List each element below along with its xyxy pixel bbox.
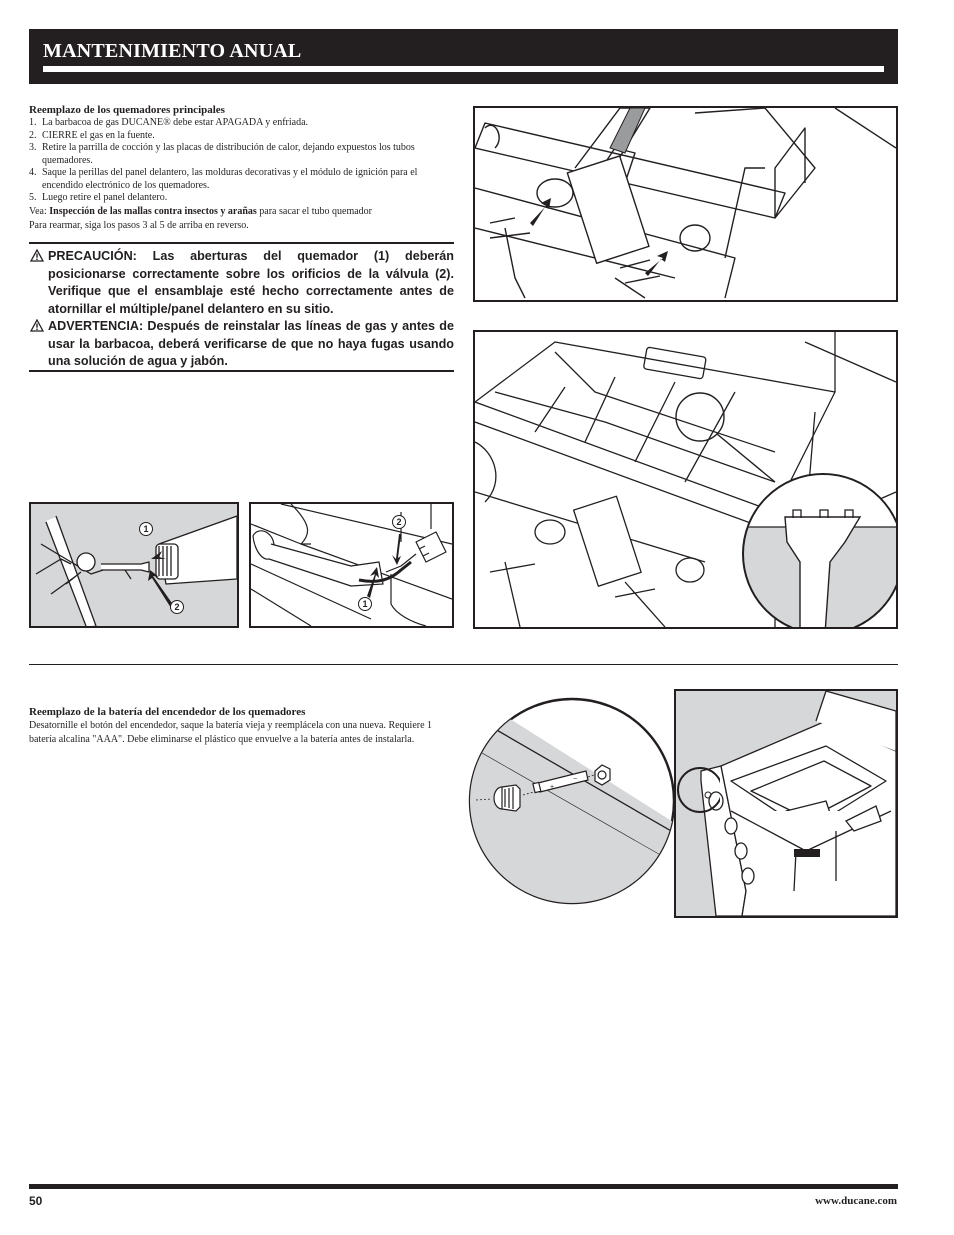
reassemble-note: Para rearmar, siga los pasos 3 al 5 de arriba en reverso. xyxy=(29,219,249,231)
burner-removal-drawing xyxy=(475,108,896,300)
callout-2: 2 xyxy=(392,515,406,529)
burner-removal-illustration xyxy=(473,106,898,302)
list-item: 3. Retire la parrilla de cocción y las placas de distribución de calor, dejando expuestos los tubos quemadores. xyxy=(29,142,415,166)
leak-warning-note: ADVERTENCIA: Después de reinstalar las líneas de gas y antes de usar la barbacoa, deberá verificarse de que no haya fugas usando una solución de agua y jabón. xyxy=(29,318,454,371)
battery-zoom-locator xyxy=(660,760,720,820)
list-item: 2. CIERRE el gas en la fuente. xyxy=(29,129,155,141)
burner-position-illustration xyxy=(473,330,898,629)
battery-plus-glyph: + xyxy=(550,784,555,791)
footer-url: www.ducane.com xyxy=(815,1195,897,1207)
battery-section-title: Reemplazo de la batería del encendedor de los quemadores xyxy=(29,706,306,718)
igniter-electrode-illustration xyxy=(249,502,454,628)
battery-zoom-illustration xyxy=(468,685,678,915)
warning-triangle-icon xyxy=(30,319,44,332)
warning-box xyxy=(29,242,454,372)
list-item: 5. Luego retire el panel delantero. xyxy=(29,192,168,203)
valve-orifice-drawing xyxy=(31,504,237,626)
battery-instructions: Desatornille el botón del encendedor, saque la batería vieja y reemplácela con una nueva. Requiere 1 batería alcalina "AAA". Debe eliminarse el plástico que envuelve a la batería antes de instalarla. xyxy=(29,720,433,745)
caution-note: PRECAUCIÓN: Las aberturas del quemador (1) deberán posicionarse correctamente sobre los orificios de la válvula (2). Verifique que el ensamblaje esté hecho correctamente antes de atornillar el múltiple/panel delantero en su sitio. xyxy=(29,248,454,318)
warning-triangle-icon xyxy=(30,249,44,262)
see-reference: Vea: Inspección de las mallas contra insectos y arañas para sacar el tubo quemador xyxy=(29,205,373,217)
burner-section-title: Reemplazo de los quemadores principales xyxy=(29,104,225,116)
section-divider xyxy=(29,664,898,665)
battery-replacement-section xyxy=(29,705,454,746)
igniter-electrode-drawing xyxy=(251,504,452,626)
page-title: MANTENIMIENTO ANUAL xyxy=(43,40,302,62)
burner-steps-list xyxy=(29,117,454,205)
callout-1: 1 xyxy=(358,597,372,611)
valve-orifice-illustration xyxy=(29,502,239,628)
header-rule xyxy=(43,66,884,72)
footer-bar xyxy=(29,1184,898,1189)
header-bar xyxy=(29,29,898,84)
burner-replacement-section xyxy=(29,103,454,232)
page-number: 50 xyxy=(29,1194,43,1208)
burner-position-drawing xyxy=(475,332,896,627)
callout-2: 2 xyxy=(170,600,184,614)
list-item: 1. La barbacoa de gas DUCANE® debe estar APAGADA y enfriada. xyxy=(29,117,309,128)
callout-1: 1 xyxy=(139,522,153,536)
list-item: 4. Saque la perillas del panel delantero, las molduras decorativas y el módulo de ignición para el encendido electrónico de los quemadores. xyxy=(29,167,418,191)
battery-minus-glyph: − xyxy=(573,776,578,783)
